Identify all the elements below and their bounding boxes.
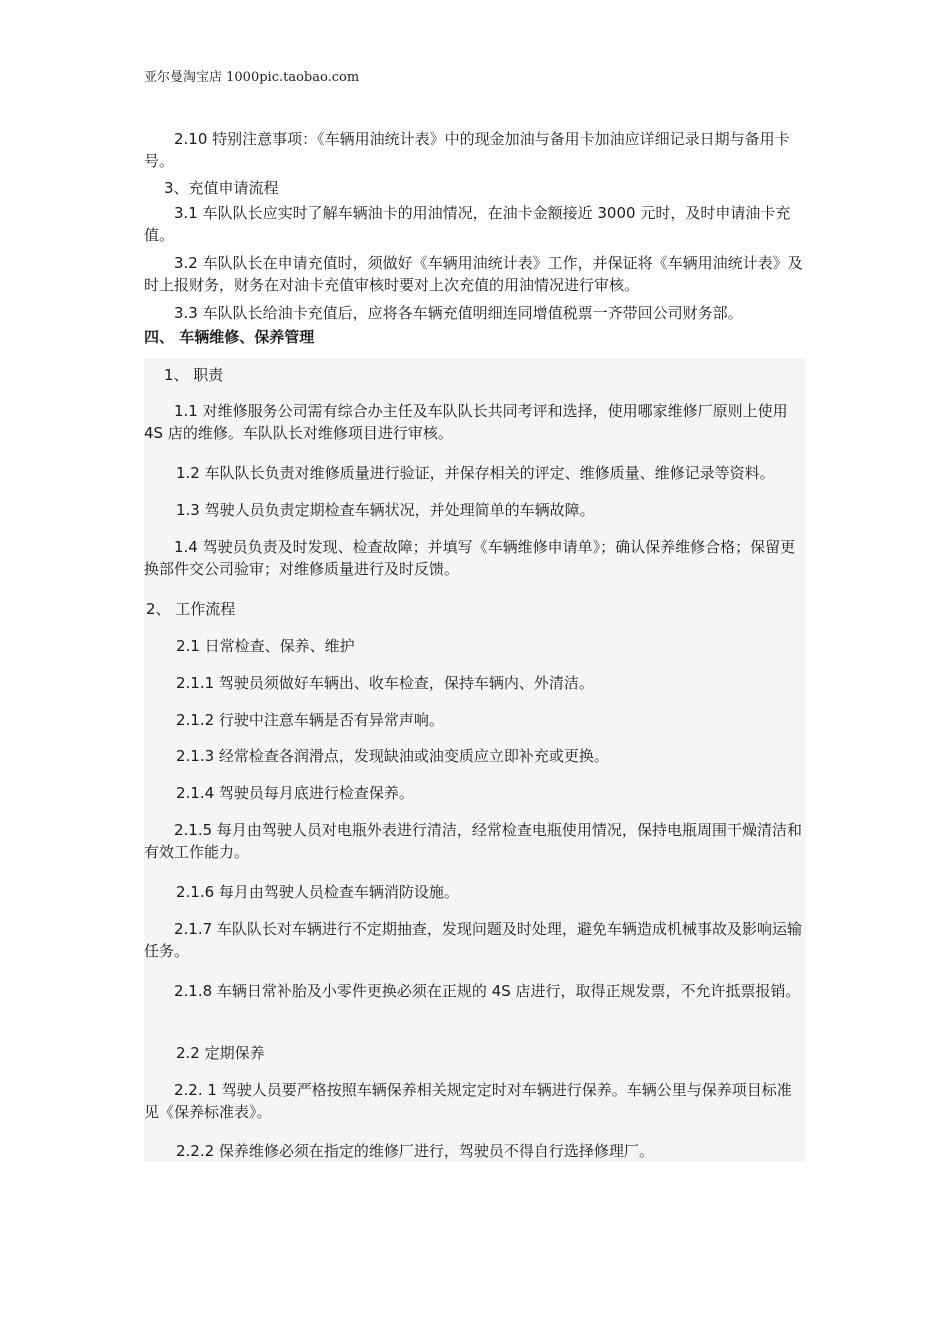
paragraph-2-1-7: 2.1.7 车队队长对车辆进行不定期抽查，发现问题及时处理，避免车辆造成机械事故及影响运输任务。: [144, 920, 802, 960]
heading-1-duties: 1、 职责: [164, 366, 224, 384]
paragraph-2-1-6: 2.1.6 每月由驾驶人员检查车辆消防设施。: [176, 883, 459, 901]
paragraph-1-2: 1.2 车队队长负责对维修质量进行验证，并保存相关的评定、维修质量、维修记录等资料。: [176, 464, 775, 482]
paragraph-2-10: 2.10 特别注意事项：《车辆用油统计表》中的现金加油与备用卡加油应详细记录日期与备用卡号。: [144, 130, 790, 170]
page-header: 亚尔曼淘宝店 1000pic.taobao.com: [144, 70, 360, 85]
paragraph-1-4: 1.4 驾驶员负责及时发现、检查故障；并填写《车辆维修申请单》；确认保养维修合格；保留更换部件交公司验审；对维修质量进行及时反馈。: [144, 538, 796, 578]
heading-3: 3、充值申请流程: [164, 179, 279, 197]
paragraph-2-1-8: 2.1.8 车辆日常补胎及小零件更换必须在正规的 4S 店进行，取得正规发票，不允许抵票报销。: [174, 982, 801, 1000]
paragraph-2-1-2: 2.1.2 行驶中注意车辆是否有异常声响。: [176, 711, 444, 729]
paragraph-1-1: 1.1 对维修服务公司需有综合办主任及车队队长共同考评和选择，使用哪家维修厂原则上使用 4S 店的维修。车队队长对维修项目进行审核。: [144, 402, 788, 442]
paragraph-3-1: 3.1 车队队长应实时了解车辆油卡的用油情况，在油卡金额接近 3000 元时，及时申请油卡充值。: [144, 204, 791, 244]
paragraph-1-3: 1.3 驾驶人员负责定期检查车辆状况，并处理简单的车辆故障。: [176, 501, 595, 519]
paragraph-2-1-4: 2.1.4 驾驶员每月底进行检查保养。: [176, 784, 414, 802]
paragraph-2-2: 2.2 定期保养: [176, 1044, 265, 1062]
paragraph-2-1-3: 2.1.3 经常检查各润滑点，发现缺油或油变质应立即补充或更换。: [176, 747, 609, 765]
paragraph-2-1: 2.1 日常检查、保养、维护: [176, 637, 355, 655]
heading-2-workflow: 2、 工作流程: [146, 600, 236, 618]
paragraph-2-2-1: 2.2. 1 驾驶人员要严格按照车辆保养相关规定定时对车辆进行保养。车辆公里与保养项目标准见《保养标准表》。: [144, 1081, 792, 1121]
paragraph-2-1-5: 2.1.5 每月由驾驶人员对电瓶外表进行清洁，经常检查电瓶使用情况，保持电瓶周围干燥清洁和有效工作能力。: [144, 821, 802, 861]
paragraph-2-1-1: 2.1.1 驾驶员须做好车辆出、收车检查，保持车辆内、外清洁。: [176, 674, 594, 692]
paragraph-3-2: 3.2 车队队长在申请充值时，须做好《车辆用油统计表》工作，并保证将《车辆用油统计表》及时上报财务，财务在对油卡充值审核时要对上次充值的用油情况进行审核。: [144, 254, 803, 294]
paragraph-3-3: 3.3 车队队长给油卡充值后，应将各车辆充值明细连同增值税票一齐带回公司财务部。: [174, 304, 743, 322]
paragraph-2-2-2: 2.2.2 保养维修必须在指定的维修厂进行，驾驶员不得自行选择修理厂。: [176, 1142, 654, 1160]
section-heading-4: 四、 车辆维修、保养管理: [144, 328, 315, 346]
